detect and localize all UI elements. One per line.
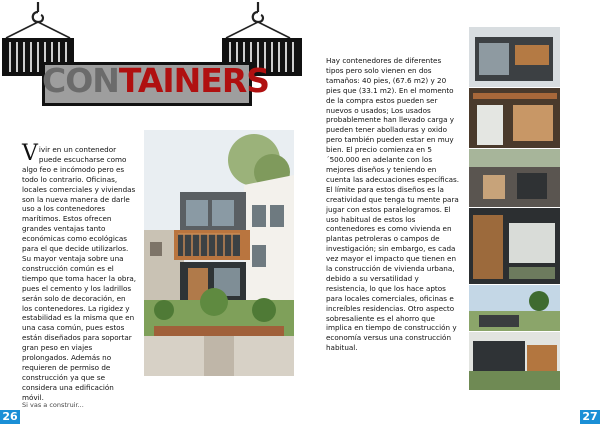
article-body-right: Hay contenedores de diferentes tipos pero solo vienen en dos tamaños: 40 pies, (67.6 m2) y 20 pies que (33.1 m2). En el momento de la compra estos pueden ser nuevos o usados; Los usados probablemente han llevado carga y pueden tener abolladuras y oxido pero también pueden estar en muy bien. El precio comienza en 5´500.000 en adelante con los mejores diseños y teniendo en cuenta las adecuaciones específicas. El límite para estos diseños es la creatividad que tenga tu mente para jugar con estos paralelogramos. El uso habitual de estos los contenedores es como vivienda en plantas petroleras o campos de investigación; sin embargo, es cada vez mayor el impacto que tienen en la construcción de vivienda urbana, debido a su versatilidad y resistencia, lo que los hace aptos para locales comerciales, oficinas e increíbles residencias. Otro aspecto sobresaliente es el ahorro que implica en tiempo de construcción y economía versus una construcción habitual. <box>326 56 460 353</box>
strip-photo-4 <box>469 208 560 284</box>
footer-tagline: Si vas a construir... <box>22 401 84 409</box>
container-house-photo <box>144 130 294 376</box>
title-part-tainers: TAINERS <box>118 61 269 100</box>
photo-strip <box>469 27 560 390</box>
crane-hook-left-icon <box>6 2 70 38</box>
drop-cap: V <box>22 141 38 166</box>
title-part-con: CON <box>42 61 119 100</box>
article-body-left <box>22 141 138 403</box>
page-number-left: 26 <box>0 410 20 424</box>
article-left-text: ivir en un contenedor puede escucharse como algo feo e incómodo pero es todo lo contrario. Oficinas, locales comerciales y viviendas son la nueva manera de darle uso a los contenedores marítimos. Estos ofrecen grandes ventajas tanto económicas como ecológicas para el que decide utilizarlos. Su mayor ventaja sobre una construcción común es el tiempo que toma hacer la obra, pues el cemento y los ladrillos serán solo de decoración, en los contenedores. La rigidez y estabilidad es la misma que en una casa común, pues estos están diseñados para soportar gran peso en viajes prolongados. Además no requieren de permiso de construcción ya que se considera una edificación móvil. <box>22 145 137 402</box>
strip-photo-5 <box>469 285 560 331</box>
strip-photo-6 <box>469 332 560 390</box>
page-number-right: 27 <box>580 410 600 424</box>
crane-hook-right-icon <box>226 2 290 38</box>
strip-photo-3 <box>469 149 560 207</box>
strip-photo-1 <box>469 27 560 87</box>
page-title <box>42 56 269 106</box>
strip-photo-2 <box>469 88 560 148</box>
